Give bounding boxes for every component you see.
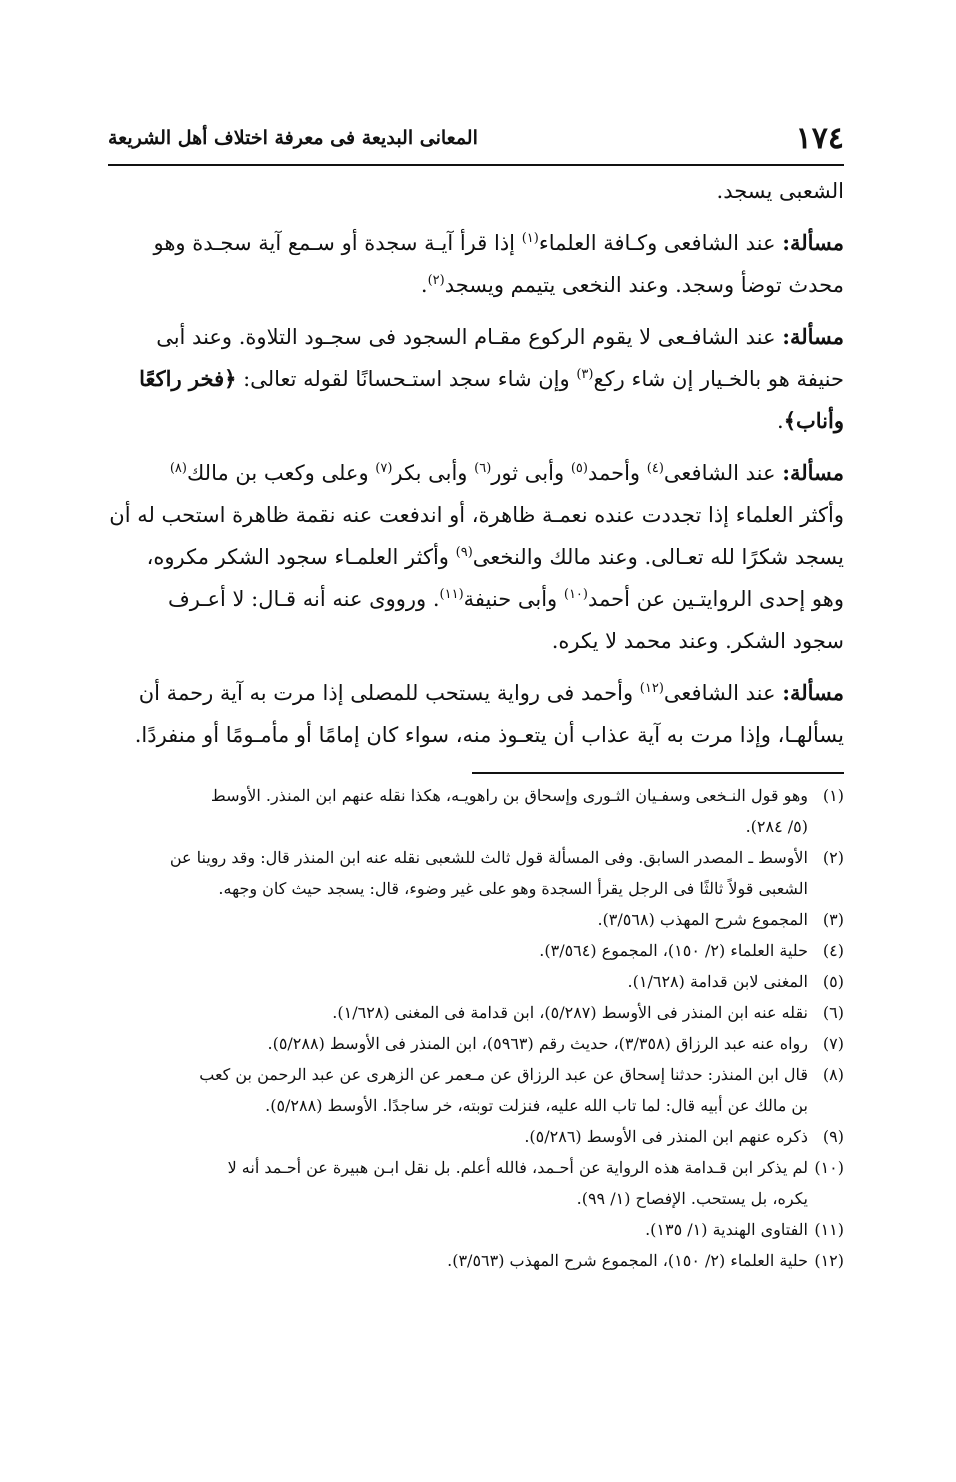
footnote-continuation: بن مالك عن أبيه قال: لما تاب الله عليه، فنزلت توبته، خر ساجدًا. الأوسط (٥/٢٨٨). bbox=[265, 1096, 808, 1115]
text-span: إذا قرأ آيـة سجدة أو سـمع آية سجـدة وهو bbox=[153, 231, 516, 255]
footnote-text: ذكره عنهم ابن المنذر فى الأوسط (٥/٢٨٦). bbox=[524, 1127, 808, 1146]
footnote-number: (٧) bbox=[822, 1034, 844, 1053]
text-line bbox=[108, 452, 844, 494]
main-text bbox=[108, 170, 844, 766]
text-line: يسألهـا، وإذا مرت به آية عذاب أن يتعـوذ منه، سواء كان إمامًا أو مأمـومًا أو منفردًا. bbox=[134, 723, 844, 747]
page-header bbox=[108, 118, 844, 158]
footnote-ref[interactable]: (١١) bbox=[439, 587, 464, 602]
text-span: . ورووى عنه أنه قـال: لا أعـرف bbox=[167, 587, 440, 611]
masala-label: مسألة: bbox=[782, 230, 844, 255]
text-line: وأكثر العلماء إذا تجددت عنده نعمـة ظاهرة، أو اندفعت عنه نقمة ظاهرة استحب له أن bbox=[109, 503, 844, 527]
footnote-ref[interactable]: (٦) bbox=[474, 461, 492, 476]
text-span: وأحمد bbox=[587, 461, 641, 485]
text-span: عند الشافعى bbox=[663, 681, 776, 705]
footnote-continuation: (٥/ ٢٨٤). bbox=[745, 817, 808, 836]
page-number: ١٧٤ bbox=[795, 120, 844, 156]
footnote-text: حلية العلماء (٢/ ١٥٠)، المجموع شرح المهذب (٣/٥٦٣). bbox=[447, 1251, 808, 1270]
footnote bbox=[108, 842, 844, 904]
footnote-ref[interactable]: (٥) bbox=[570, 461, 588, 476]
footnote bbox=[108, 1028, 844, 1059]
text-line bbox=[108, 316, 844, 358]
quran-quote: ﴿فخر راكعًا bbox=[139, 366, 237, 391]
text-line bbox=[108, 536, 844, 578]
paragraph bbox=[108, 452, 844, 662]
text-span: . bbox=[777, 409, 784, 433]
footnote bbox=[108, 935, 844, 966]
footnote bbox=[108, 997, 844, 1028]
paragraph bbox=[108, 170, 844, 212]
footnote-ref[interactable]: (٧) bbox=[375, 461, 393, 476]
text-span: حنيفة هو بالخـيار إن شاء ركع bbox=[593, 367, 844, 391]
running-title: المعانى البديعة فى معرفة اختلاف أهل الشريعة bbox=[108, 127, 478, 149]
footnote-ref[interactable]: (٩) bbox=[455, 545, 473, 560]
text-line bbox=[108, 578, 844, 620]
footnote-ref[interactable]: (١٠) bbox=[563, 587, 588, 602]
text-line bbox=[108, 672, 844, 714]
text-line: الشعبى يسجد. bbox=[716, 179, 844, 203]
text-line bbox=[108, 358, 844, 400]
footnote-number: (٩) bbox=[822, 1127, 844, 1146]
footnote-number: (٦) bbox=[822, 1003, 844, 1022]
text-line bbox=[108, 400, 844, 442]
footnote bbox=[108, 1152, 844, 1214]
footnote-text: المغنى لابن قدامة (١/٦٢٨). bbox=[627, 972, 808, 991]
quran-quote: وأناب﴾ bbox=[783, 408, 844, 433]
text-span: . bbox=[420, 273, 428, 297]
text-span: عند الشافعى وكـافة العلماء bbox=[538, 231, 776, 255]
paragraph bbox=[108, 222, 844, 306]
footnote-continuation: يكره، بل يستحب. الإفصاح (١/ ٩٩). bbox=[576, 1189, 808, 1208]
footnote-text: الفتاوى الهندية (١/ ١٣٥). bbox=[645, 1220, 808, 1239]
footnote bbox=[108, 1121, 844, 1152]
footnote-number: (٢) bbox=[822, 848, 844, 867]
text-span: عند الشافعى bbox=[663, 461, 776, 485]
text-span: وأبى بكر bbox=[392, 461, 468, 485]
header-rule bbox=[108, 164, 844, 166]
footnote-text: المجموع شرح المهذب (٣/٥٦٨). bbox=[597, 910, 808, 929]
footnote-number: (١١) bbox=[814, 1220, 844, 1239]
text-span: وعلى وكعب بن مالك bbox=[186, 461, 369, 485]
footnote-ref[interactable]: (٨) bbox=[169, 461, 187, 476]
footnote-number: (٣) bbox=[822, 910, 844, 929]
text-span: وأحمد فى رواية يستحب للمصلى إذا مرت به آية رحمة أن bbox=[138, 681, 634, 705]
footnote-continuation: الشعبى قولاً ثالثًا فى الرجل يقرأ السجدة وهو على غير وضوء، قال: يسجد حيث كان وجهه. bbox=[218, 879, 808, 898]
footnote bbox=[108, 1059, 844, 1121]
footnote-number: (١٢) bbox=[814, 1251, 844, 1270]
footnote-text: وهو قول النـخعى وسفـيان الثـورى وإسحاق بن راهويـه، هكذا نقله عنهم ابن المنذر. الأوسط bbox=[210, 786, 808, 805]
masala-label: مسألة: bbox=[782, 680, 844, 705]
footnote-number: (١) bbox=[822, 786, 844, 805]
footnote bbox=[108, 1245, 844, 1276]
footnote-ref[interactable]: (٢) bbox=[427, 273, 445, 288]
footnote-number: (١٠) bbox=[814, 1158, 844, 1177]
text-span: وأبى ثور bbox=[491, 461, 565, 485]
footnote-number: (٤) bbox=[822, 941, 844, 960]
footnote-rule bbox=[472, 772, 844, 774]
paragraph bbox=[108, 672, 844, 756]
text-line: سجود الشكر. وعند محمد لا يكره. bbox=[551, 629, 844, 653]
text-span: محدث توضأ وسجد. وعند النخعى يتيمم ويسجد bbox=[444, 273, 844, 297]
masala-label: مسألة: bbox=[782, 460, 844, 485]
footnote-text: نقله عنه ابن المنذر فى الأوسط (٥/٢٨٧)، ابن قدامة فى المغنى (١/٦٢٨). bbox=[332, 1003, 808, 1022]
text-span: عند الشافـعى لا يقوم الركوع مقـام السجود فى سجـود التلاوة. وعند أبى bbox=[156, 325, 776, 349]
text-span: يسجد شكرًا لله تعـالى. وعند مالك والنخعى bbox=[472, 545, 844, 569]
masala-label: مسألة: bbox=[782, 324, 844, 349]
text-span: وهو إحدى الروايتـين عن أحمد bbox=[588, 587, 844, 611]
text-span: وإن شاء سجد استـحسانًا لقوله تعالى: bbox=[243, 367, 570, 391]
footnote bbox=[108, 966, 844, 997]
footnote-text: حلية العلماء (٢/ ١٥٠)، المجموع (٣/٥٦٤). bbox=[539, 941, 808, 960]
footnote bbox=[108, 1214, 844, 1245]
footnote-number: (٥) bbox=[822, 972, 844, 991]
footnote bbox=[108, 904, 844, 935]
text-line bbox=[108, 264, 844, 306]
footnote-text: الأوسط ـ المصدر السابق. وفى المسألة قول ثالث للشعبى نقله عنه ابن المنذر قال: وقد روينا عن bbox=[169, 848, 808, 867]
footnote-ref[interactable]: (٤) bbox=[646, 461, 664, 476]
text-span: وأبى حنيفة bbox=[463, 587, 558, 611]
footnotes bbox=[108, 780, 844, 1276]
footnote-number: (٨) bbox=[822, 1065, 844, 1084]
text-span: وأكثر العلمـاء سجود الشكر مكروه، bbox=[146, 545, 449, 569]
footnote-text: رواه عنه عبد الرزاق (٣/٣٥٨)، حديث رقم (٥٩٦٣)، ابن المنذر فى الأوسط (٥/٢٨٨). bbox=[267, 1034, 808, 1053]
footnote-text: قال ابن المنذر: حدثنا إسحاق عن عبد الرزاق عن مـعمر عن الزهرى عن عبد الرحمن بن كعب bbox=[199, 1065, 808, 1084]
footnote bbox=[108, 780, 844, 842]
footnote-text: لم يذكر ابن قـدامة هذه الرواية عن أحـمد، فالله أعلم. بل نقل ابـن هبيرة عن أحـمد أنه لا bbox=[227, 1158, 808, 1177]
footnote-ref[interactable]: (٣) bbox=[576, 367, 594, 382]
footnote-ref[interactable]: (١٢) bbox=[639, 681, 664, 696]
paragraph bbox=[108, 316, 844, 442]
text-line bbox=[108, 222, 844, 264]
footnote-ref[interactable]: (١) bbox=[521, 231, 539, 246]
